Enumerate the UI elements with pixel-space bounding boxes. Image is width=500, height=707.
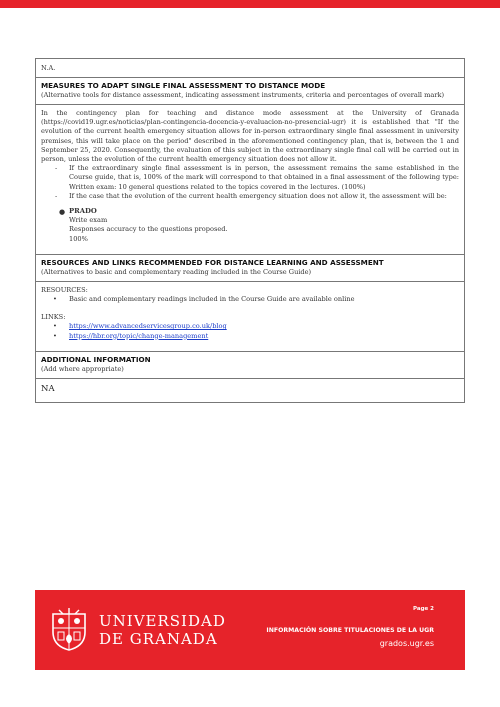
footer-banner bbox=[35, 590, 465, 670]
university-name-line1: UNIVERSIDAD bbox=[99, 612, 226, 630]
list-item bbox=[55, 164, 459, 192]
na-text: N.A. bbox=[41, 64, 56, 72]
resources-subtitle: (Alternatives to basic and complementary reading included in the Course Guide) bbox=[41, 267, 312, 276]
resources-title: RESOURCES AND LINKS RECOMMENDED FOR DISTANCE LEARNING AND ASSESSMENT bbox=[41, 257, 384, 267]
additional-title: ADDITIONAL INFORMATION bbox=[41, 354, 151, 364]
resources-body bbox=[36, 282, 464, 351]
university-crest-icon bbox=[49, 608, 89, 652]
dash-marker: - bbox=[55, 191, 58, 200]
measures-intro: In the contingency plan for teaching and distance mode assessment at the University of Granada (https://covid19.ugr.es/noticias/plan-contingencia-docencia-y-evaluacion-no-presencial-ugr) it is established that "If the evolution of the current health emergency situation allows for in-person extraordinary single final assessment in university premises, this will take place on the period" described in the aforementioned contingency plan, that is, between the 1 and September 25, 2020. Consequently, the evaluation of this subject in the extraordinary single final call will be carried out in person, unless the evolution of the current health emergency situation does not allow it. bbox=[41, 109, 459, 164]
list-item-text: If the case that the evolution of the current health emergency situation does not allow it, the assessment will be: bbox=[69, 191, 447, 200]
measures-body bbox=[36, 105, 464, 254]
prado-line: 100% bbox=[69, 234, 88, 243]
measures-list bbox=[41, 164, 459, 201]
top-accent-bar bbox=[0, 0, 500, 8]
measures-title: MEASURES TO ADAPT SINGLE FINAL ASSESSMENT TO DISTANCE MODE bbox=[41, 81, 326, 90]
link-hbr-change-management[interactable]: https://hbr.org/topic/change-management bbox=[69, 331, 209, 340]
prado-title: PRADO bbox=[69, 207, 97, 216]
prado-block bbox=[41, 207, 459, 244]
list-item-text: If the extraordinary single final assessment is in person, the assessment remains the same established in the Course guide, that is, 100% of the mark will correspond to that obtained in a final assessment of the following type: Written exam: 10 general questions related to the topics covered in the lectures. (100%) bbox=[69, 164, 459, 191]
list-item bbox=[53, 331, 459, 341]
dash-marker: - bbox=[55, 164, 58, 173]
list-item-text: Basic and complementary readings included in the Course Guide are available online bbox=[69, 295, 355, 304]
university-name-line2: DE GRANADA bbox=[99, 630, 218, 648]
list-item bbox=[53, 295, 459, 304]
additional-value: NA bbox=[41, 383, 55, 394]
bullet-icon: ● bbox=[59, 208, 66, 217]
links-label: LINKS: bbox=[41, 313, 66, 322]
footer-info-text: INFORMACIÓN SOBRE TITULACIONES DE LA UGR bbox=[266, 627, 434, 634]
bullet-icon: • bbox=[53, 331, 57, 340]
resources-label: RESOURCES: bbox=[41, 285, 88, 294]
na-row bbox=[36, 59, 464, 78]
page-number: Page 2 bbox=[412, 606, 434, 612]
links-list bbox=[41, 322, 459, 340]
university-name bbox=[99, 612, 226, 648]
additional-subtitle: (Add where appropriate) bbox=[41, 364, 124, 373]
measures-header-row bbox=[36, 78, 464, 105]
prado-line: Responses accuracy to the questions proposed. bbox=[69, 225, 228, 234]
resources-list bbox=[41, 295, 459, 304]
measures-body-row bbox=[36, 105, 464, 255]
link-advancedservicesgroup[interactable]: https://www.advancedservicesgroup.co.uk/blog bbox=[69, 322, 227, 331]
bullet-icon: • bbox=[53, 322, 57, 331]
resources-body-row bbox=[36, 282, 464, 352]
additional-body-row bbox=[36, 379, 464, 402]
resources-header-row bbox=[36, 255, 464, 282]
assessment-table bbox=[35, 58, 465, 403]
measures-subtitle: (Alternative tools for distance assessment, indicating assessment instruments, criteria and percentages of overall mark) bbox=[41, 91, 445, 99]
list-item bbox=[53, 322, 459, 331]
footer-url[interactable]: grados.ugr.es bbox=[379, 639, 434, 648]
bullet-icon: • bbox=[53, 295, 57, 304]
list-item bbox=[55, 191, 459, 201]
additional-header-row bbox=[36, 352, 464, 379]
prado-line: Write exam bbox=[69, 216, 108, 225]
